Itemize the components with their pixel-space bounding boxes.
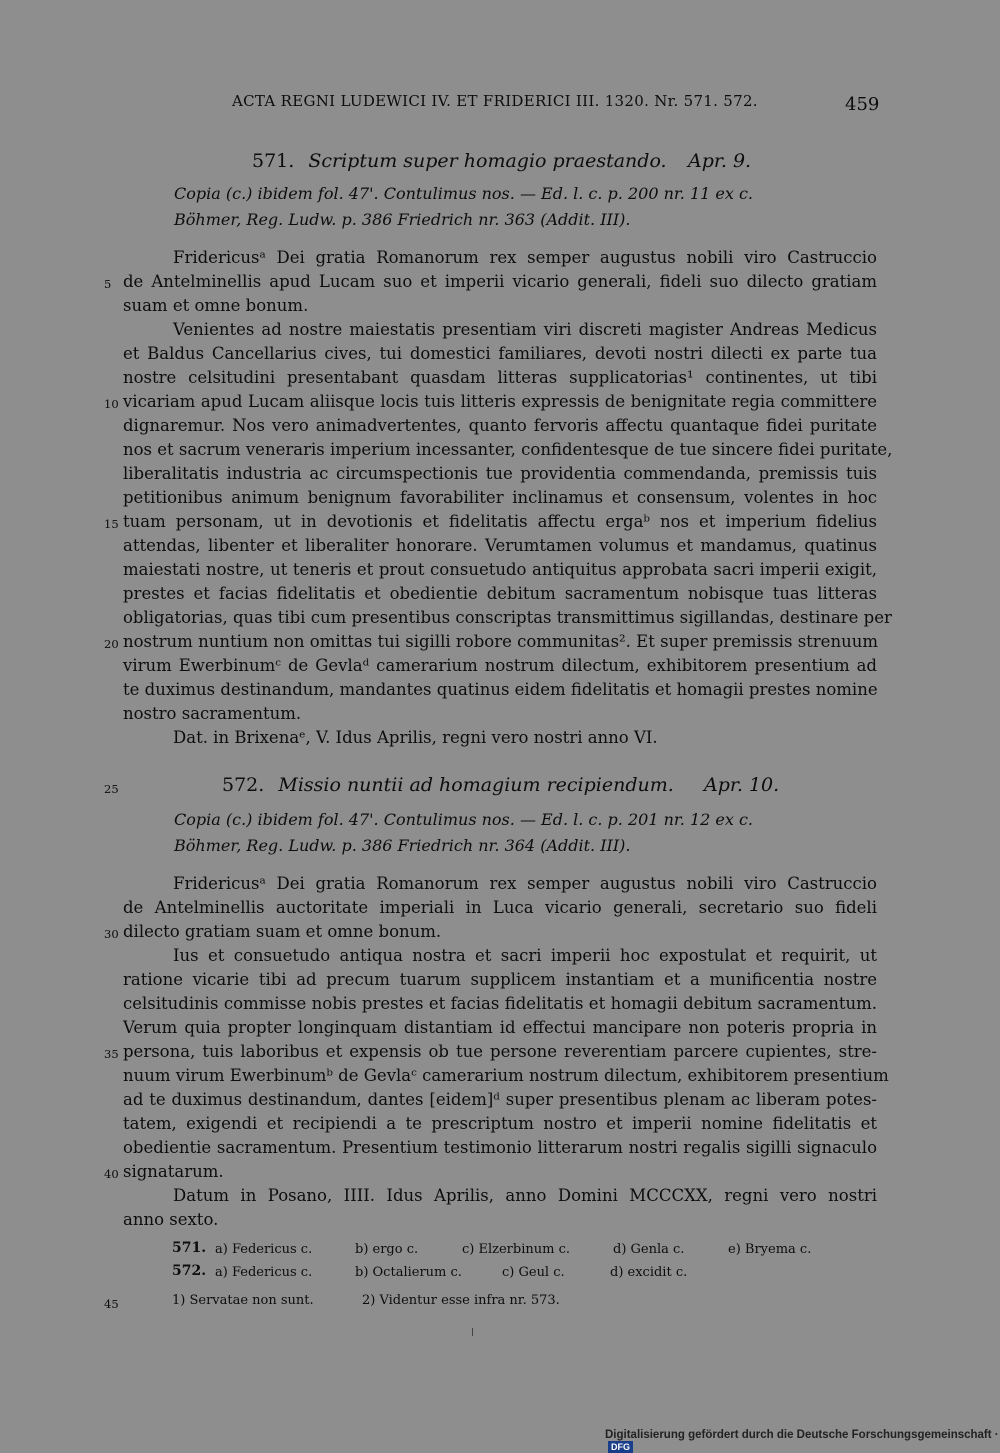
text-line: Fridericusᵃ Dei gratia Romanorum rex semper augustus nobili viro Castruccio — [173, 874, 877, 893]
text-line: vicariam apud Lucam aliisque locis tuis litteris expressis de benignitate regia committere — [123, 392, 877, 411]
text-line: celsitudinis commisse nobis prestes et facias fidelitatis et homagii debitum sacramentum. — [123, 994, 877, 1013]
dfg-credit — [605, 1429, 1000, 1453]
doc-571-source-2: Böhmer, Reg. Ludw. p. 386 Friedrich nr. 363 (Addit. III). — [174, 210, 631, 229]
text-line: et Baldus Cancellarius cives, tui domestici familiares, devoti nostri dilecti ex parte tua — [123, 344, 877, 363]
footnote: c) Geul c. — [502, 1265, 565, 1280]
text-line: nos et sacrum veneraris imperium incessanter, confidentesque de tue sincere fidei puritate, — [123, 440, 893, 459]
doc-571-source-1: Copia (c.) ibidem fol. 47'. Contulimus nos. — Ed. l. c. p. 200 nr. 11 ex c. — [174, 184, 754, 203]
line-number: 25 — [104, 782, 119, 796]
text-line: te duximus destinandum, mandantes quatinus eidem fidelitatis et homagii prestes nomine — [123, 680, 878, 699]
dating-line: Datum in Posano, IIII. Idus Aprilis, anno Domini MCCCXX, regni vero nostri — [173, 1186, 877, 1205]
line-number: 10 — [104, 397, 119, 411]
footnote: c) Elzerbinum c. — [462, 1242, 570, 1257]
text-line: maiestati nostre, ut teneris et prout consuetudo antiquitus approbata sacri imperii exigit, — [123, 560, 877, 579]
text-line: nostre celsitudini presentabant quasdam litteras supplicatorias¹ continentes, ut tibi — [123, 368, 877, 387]
doc-572-source-1: Copia (c.) ibidem fol. 47'. Contulimus nos. — Ed. l. c. p. 201 nr. 12 ex c. — [174, 810, 754, 829]
text-line: Fridericusᵃ Dei gratia Romanorum rex semper augustus nobili viro Castruccio — [173, 248, 877, 267]
doc-572-title — [222, 774, 782, 796]
footnote-label: 572. — [172, 1263, 207, 1279]
text-line: nuum virum Ewerbinumᵇ de Gevlaᶜ camerarium nostrum dilectum, exhibitorem presentium — [123, 1066, 889, 1085]
text-line: nostro sacramentum. — [123, 704, 302, 723]
footnote: d) excidit c. — [610, 1265, 688, 1280]
footnote: a) Federicus c. — [215, 1265, 313, 1280]
text-line: persona, tuis laboribus et expensis ob tue persone reverentiam parcere cupientes, stre- — [123, 1042, 877, 1061]
doc-number: 572. — [222, 774, 265, 796]
text-line: prestes et facias fidelitatis et obedientie debitum sacramentum nobisque tuas litteras — [123, 584, 877, 603]
text-line: nostrum nuntium non omittas tui sigilli robore communitas². Et super premissis strenuum — [123, 632, 878, 651]
text-line: Venientes ad nostre maiestatis presentiam viri discreti magister Andreas Medicus — [173, 320, 877, 339]
footnote-label: 571. — [172, 1240, 207, 1256]
text-line: de Antelminellis auctoritate imperiali in Luca vicario generali, secretario suo fideli — [123, 898, 877, 917]
text-line: liberalitatis industria ac circumspectionis tue providentia commendanda, premissis tuis — [123, 464, 877, 483]
text-line: ratione vicarie tibi ad precum tuarum supplicem instantiam et a munificentia nostre — [123, 970, 877, 989]
line-number: 15 — [104, 517, 119, 531]
doc-number: 571. — [252, 150, 295, 172]
running-header: ACTA REGNI LUDEWICI IV. ET FRIDERICI III. 1320. Nr. 571. 572. — [232, 92, 758, 110]
text-line: tuam personam, ut in devotionis et fidelitatis affectu ergaᵇ nos et imperium fidelius — [123, 512, 877, 531]
text-line: signatarum. — [123, 1162, 224, 1181]
line-number: 30 — [104, 927, 119, 941]
text-line: tatem, exigendi et recipiendi a te prescriptum nostro et imperii nomine fidelitatis et — [123, 1114, 877, 1133]
line-number: 45 — [104, 1297, 119, 1311]
dfg-credit-text: Digitalisierung gefördert durch die Deutsche Forschungsgemeinschaft · — [605, 1429, 999, 1441]
text-line: virum Ewerbinumᶜ de Gevlaᵈ camerarium nostrum dilectum, exhibitorem presentium ad — [123, 656, 877, 675]
divider — [472, 1328, 473, 1336]
text-line: petitionibus animum benignum favorabiliter inclinamus et consensum, volentes in hoc — [123, 488, 877, 507]
text-line: obedientie sacramentum. Presentium testimonio litterarum nostri regalis sigilli signaculo — [123, 1138, 877, 1157]
text-line: Verum quia propter longinquam distantiam id effectui mancipare non poteris propria in — [123, 1018, 877, 1037]
text-line: Ius et consuetudo antiqua nostra et sacri imperii hoc expostulat et requirit, ut — [173, 946, 877, 965]
dfg-logo: DFG — [608, 1441, 633, 1453]
line-number: 20 — [104, 637, 119, 651]
doc-571-title — [252, 150, 752, 172]
footnote: d) Genla c. — [613, 1242, 685, 1257]
page-number: 459 — [845, 94, 880, 115]
footnote-row-571 — [172, 1240, 206, 1256]
doc-date: Apr. 9. — [688, 150, 752, 172]
footnote: e) Bryema c. — [728, 1242, 812, 1257]
line-number: 5 — [104, 277, 112, 291]
footnote-row-572 — [172, 1263, 206, 1279]
footnote: b) ergo c. — [355, 1242, 419, 1257]
text-line: attendas, libenter et liberaliter honorare. Verumtamen volumus et mandamus, quatinus — [123, 536, 877, 555]
footnote: 1) Servatae non sunt. — [172, 1293, 314, 1308]
footnote: a) Federicus c. — [215, 1242, 313, 1257]
text-line: de Antelminellis apud Lucam suo et imperii vicario generali, fideli suo dilecto gratiam — [123, 272, 877, 291]
text-line: obligatorias, quas tibi cum presentibus conscriptas transmittimus sigillandas, destinare per — [123, 608, 892, 627]
footnote: 2) Videntur esse infra nr. 573. — [362, 1293, 560, 1308]
doc-heading: Scriptum super homagio praestando. — [308, 150, 667, 172]
text-line: dignaremur. Nos vero animadvertentes, quanto fervoris affectu quantaque fidei puritate — [123, 416, 877, 435]
text-line: dilecto gratiam suam et omne bonum. — [123, 922, 442, 941]
footnote: b) Octalierum c. — [355, 1265, 462, 1280]
doc-572-source-2: Böhmer, Reg. Ludw. p. 386 Friedrich nr. 364 (Addit. III). — [174, 836, 631, 855]
doc-date: Apr. 10. — [704, 774, 780, 796]
text-line: anno sexto. — [123, 1210, 219, 1229]
dating-line: Dat. in Brixenaᵉ, V. Idus Aprilis, regni vero nostri anno VI. — [173, 728, 658, 747]
doc-heading: Missio nuntii ad homagium recipiendum. — [278, 774, 674, 796]
text-line: ad te duximus destinandum, dantes [eidem]ᵈ super presentibus plenam ac liberam potes- — [123, 1090, 877, 1109]
line-number: 35 — [104, 1047, 119, 1061]
line-number: 40 — [104, 1167, 119, 1181]
text-line: suam et omne bonum. — [123, 296, 309, 315]
